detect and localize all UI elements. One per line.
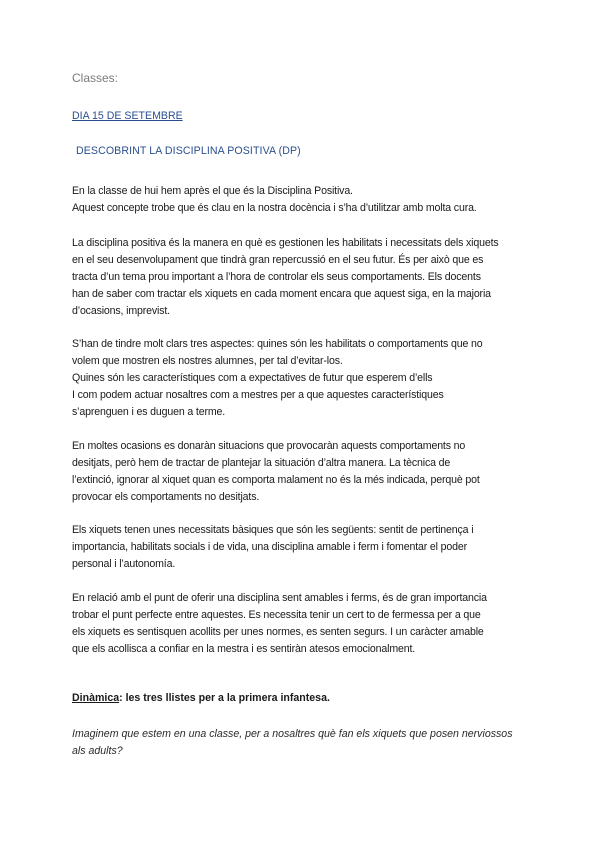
paragraph-situations (72, 438, 532, 506)
text-line: provocar els comportaments no desitjats. (72, 491, 260, 503)
paragraph-aspects (72, 336, 532, 421)
text-line: personal i l’autonomía. (72, 558, 176, 570)
italic-question (72, 726, 513, 760)
text-line: S’han de tindre molt clars tres aspectes: quines són les habilitats o comportaments que no (72, 338, 483, 350)
section-label: Classes: (72, 71, 119, 85)
text-line: La disciplina positiva és la manera en què es gestionen les habilitats i necessitats dels xiquets (72, 237, 499, 249)
text-line: En la classe de hui hem après el que és la Disciplina Positiva. (72, 185, 353, 197)
text-line: s’aprenguen i es duguen a terme. (72, 406, 226, 418)
dynamic-label: Dinàmica (72, 692, 120, 704)
paragraph-definition (72, 235, 532, 320)
text-line: Imaginem que estem en una classe, per a nosaltres què fan els xiquets que posen nerviossos (72, 728, 513, 740)
paragraph-intro (72, 183, 532, 217)
dynamic-heading (72, 692, 330, 704)
text-line: Els xiquets tenen unes necessitats bàsiques que són les següents: sentit de pertinença i (72, 524, 474, 536)
text-line: importancia, habilitats socials i de vida, una disciplina amable i ferm i fomentar el poder (72, 541, 468, 553)
text-line: volem que mostren els nostres alumnes, per tal d’evitar-los. (72, 355, 343, 367)
text-line: d’ocasions, imprevist. (72, 305, 170, 317)
date-heading: DIA 15 DE SETEMBRE (72, 110, 183, 122)
text-line: desitjats, però hem de tractar de plantejar la situación d’altra manera. La tècnica de (72, 457, 451, 469)
text-line: que els acollisca a confiar en la mestra i es sentiràn atesos emocionalment. (72, 643, 416, 655)
text-line: en el seu desenvolupament que tindrà gran repercussió en el seu futur. És per això que es (72, 254, 484, 266)
text-line: tracta d’un tema prou important a l’hora de controlar els seus comportaments. Els docents (72, 271, 481, 283)
dynamic-text: : les tres llistes per a la primera infantesa. (119, 692, 330, 704)
text-line: han de saber com tractar els xiquets en cada moment encara que aquest siga, en la majoria (72, 288, 491, 300)
text-line: trobar el punt perfecte entre aquestes. Es necessita tenir un cert to de fermessa per a que (72, 609, 481, 621)
text-line: Aquest concepte trobe que és clau en la nostra docència i s’ha d’utilitzar amb molta cura. (72, 202, 477, 214)
title-heading: DESCOBRINT LA DISCIPLINA POSITIVA (DP) (76, 145, 301, 157)
paragraph-needs (72, 522, 532, 573)
text-line: els xiquets es sentisquen acollits per unes normes, es senten segurs. I un caràcter amable (72, 626, 484, 638)
text-line: En relació amb el punt de oferir una disciplina sent amables i ferms, és de gran importancia (72, 592, 487, 604)
text-line: I com podem actuar nosaltres com a mestres per a que aquestes característiques (72, 389, 444, 401)
text-line: als adults? (72, 745, 123, 757)
paragraph-firmness (72, 590, 532, 658)
text-line: l’extinció, ignorar al xiquet quan es comporta malament no és la més indicada, perquè pot (72, 474, 480, 486)
text-line: Quines són les característiques com a expectatives de futur que esperem d’ells (72, 372, 433, 384)
text-line: En moltes ocasions es donaràn situacions que provocaràn aquests comportaments no (72, 440, 466, 452)
